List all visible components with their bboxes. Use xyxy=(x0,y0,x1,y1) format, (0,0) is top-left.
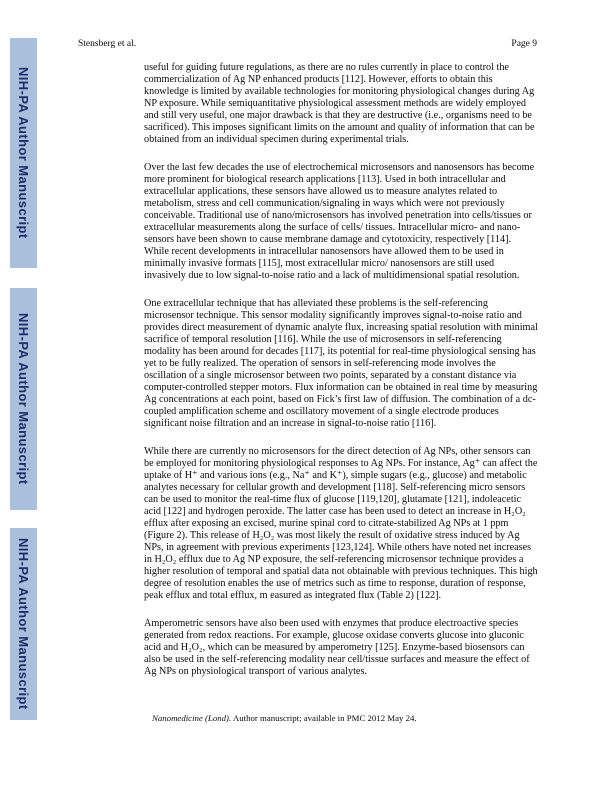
nihpa-watermark-label: NIH-PA Author Manuscript xyxy=(16,313,31,485)
nihpa-watermark-bar-middle xyxy=(10,288,37,510)
paragraph-2: Over the last few decades the use of electrochemical microsensors and nanosensors has become more prominent for biological research applications [113]. Used in both intracellular and extracellular applications, these sensors have allowed us to measure analytes related to metabolism, stress and cell communication/signaling in ways which were not previously conceivable. Traditional use of nano/microsensors has involved penetration into cells/tissues or extracellular measurements along the surface of cells/ tissues. Intracellular micro- and nano-sensors have been shown to cause membrane damage and cytotoxicity, respectively [114]. While recent developments in intracellular nanosensors have allowed them to be used in minimally invasive formats [115], most extracellular micro/ nanosensors are still used invasively due to low signal-to-noise ratio and a lack of multidimensional spatial resolution. xyxy=(144,162,535,281)
page-number: Page 9 xyxy=(511,39,537,49)
footer-availability-text: Author manuscript; available in PMC 2012 May 24. xyxy=(231,713,417,723)
author-citation: Stensberg et al. xyxy=(78,39,137,49)
nihpa-watermark-bar-bottom xyxy=(10,528,37,720)
nihpa-watermark-bar-top xyxy=(10,38,37,268)
nihpa-watermark-label: NIH-PA Author Manuscript xyxy=(16,538,31,710)
body-text xyxy=(144,62,538,694)
page-header xyxy=(78,39,537,49)
footer-citation xyxy=(152,713,417,723)
paragraph-3: One extracellular technique that has alleviated these problems is the self-referencing microsensor technique. This sensor modality significantly improves signal-to-noise ratio and provides direct measurement of dynamic analyte flux, increasing spatial resolution with minimal sacrifice of temporal resolution [116]. While the use of microsensors in self-referencing modality has been around for decades [117], its potential for real-time physiological sensing has yet to be fully realized. The operation of sensors in self-referencing mode involves the oscillation of a single microsensor between two points, separated by a constant distance via computer-controlled stepper motors. Flux information can be obtained in real time by measuring Ag concentrations at each point, based on Fick’s first law of diffusion. The combination of a dc-coupled amplification scheme and oscillatory movement of a single electrode produces significant noise filtration and an increase in signal-to-noise ratio [116]. xyxy=(144,298,538,429)
journal-name: Nanomedicine (Lond). xyxy=(152,713,232,723)
paragraph-4: While there are currently no microsensors for the direct detection of Ag NPs, other sensors can be employed for monitoring physiological responses to Ag NPs. For instance, Ag⁺ can affect the uptake of H⁺ and various ions (e.g., Na⁺ and K⁺), simple sugars (e.g., glucose) and metabolic analytes necessary for cellular growth and development [118]. Self-referencing micro sensors can be used to monitor the real-time flux of glucose [119,120], glutamate [121], indoleacetic acid [122] and hydrogen peroxide. The latter case has been used to detect an increase in H₂O₂ efflux after exposing an excised, murine spinal cord to citrate-stabilized Ag NPs at 1 ppm (Figure 2). This release of H₂O₂ was most likely the result of oxidative stress induced by Ag NPs, in agreement with previous experiments [123,124]. While others have noted net increases in H₂O₂ efflux due to Ag NP exposure, the self-referencing microsensor technique provides a higher resolution of temporal and spatial data not obtainable with previous techniques. This high degree of resolution enables the use of metrics such as time to response, duration of response, peak efflux and total efflux, m easured as integrated flux (Table 2) [122]. xyxy=(144,446,538,601)
paragraph-5: Amperometric sensors have also been used with enzymes that produce electroactive species generated from redox reactions. For example, glucose oxidase converts glucose into gluconic acid and H₂O₂, which can be measured by amperometry [125]. Enzyme-based biosensors can also be used in the self-referencing modality near cell/tissue surfaces and measure the effect of Ag NPs on physiological transport of various analytes. xyxy=(144,618,530,677)
paragraph-1: useful for guiding future regulations, as there are no rules currently in place to control the commercialization of Ag NP enhanced products [112]. However, efforts to obtain this knowledge is limited by available technologies for monitoring physiological changes during Ag NP exposure. While semiquantitative physiological assessment methods are widely employed and still very useful, one major drawback is that they are destructive (i.e., organisms need to be sacrificed). This imposes significant limits on the amount and quality of information that can be obtained from an individual specimen during experimental trials. xyxy=(144,62,535,145)
nihpa-watermark-label: NIH-PA Author Manuscript xyxy=(16,67,31,239)
